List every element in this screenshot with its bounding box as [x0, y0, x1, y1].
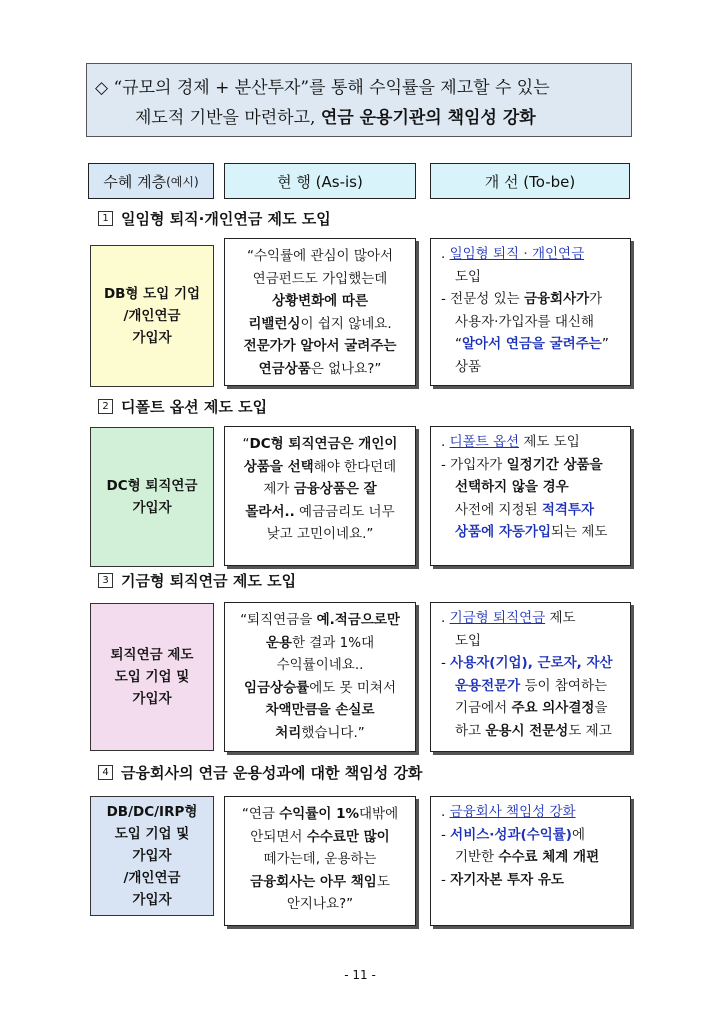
improvement-line [441, 499, 626, 522]
text-run: 낮고 고민이네요.” [266, 526, 374, 542]
header-beneficiary [88, 163, 214, 199]
quote-line [225, 478, 415, 501]
text-run: - [441, 655, 451, 671]
section-title: 일임형 퇴직·개인연금 제도 도입 [121, 210, 331, 228]
text-run: 금융회사는 아무 책임 [250, 873, 377, 890]
quote-line [225, 501, 415, 524]
text-run: 기금형 퇴직연금 [449, 610, 546, 626]
improvement-line [441, 720, 626, 743]
banner-line-1: ◇ “규모의 경제 + 분산투자”를 통해 수익률을 제고할 수 있는 [95, 78, 550, 98]
text-run: 운용전문가 [455, 677, 521, 694]
text-run: 서비스·성과(수익률) [450, 826, 572, 843]
text-run: “연금 [241, 806, 280, 822]
improvement-line [441, 243, 626, 266]
quote-line [225, 433, 415, 456]
improvement-line [441, 521, 626, 544]
section-number-box: 4 [98, 765, 113, 780]
as-is-quote-box-4 [224, 796, 416, 926]
text-run: ” [601, 336, 609, 352]
text-run: 수수료만 많이 [306, 828, 390, 845]
text-run: 수수료 체계 개편 [498, 849, 600, 865]
beneficiary-box-3 [90, 603, 214, 751]
as-is-quote-box-2 [224, 426, 416, 566]
to-be-box-4 [430, 796, 631, 926]
text-run: 리밸런싱 [248, 315, 301, 332]
section-title: 금융회사의 연금 운용성과에 대한 책임성 강화 [121, 764, 423, 782]
text-run: 상황변화에 따른 [272, 293, 368, 309]
quote-line [225, 871, 415, 894]
text-run: 사용자·가입자를 대신해 [455, 313, 594, 330]
text-run: 은 없나요?” [310, 360, 382, 377]
quote-line [225, 609, 415, 632]
text-run: DC형 퇴직연금은 개인이 [249, 436, 398, 452]
beneficiary-text [107, 801, 198, 911]
text-run: “ [242, 436, 250, 452]
header-as-is: 현 행 (As-is) [224, 163, 416, 199]
section-number-box: 1 [98, 211, 113, 226]
improvement-line [441, 697, 626, 720]
improvement-line [441, 630, 626, 653]
text-run: “수익률에 관심이 많아서 [247, 248, 393, 264]
improvement-line [441, 266, 626, 289]
text-run: 도 제고 [568, 722, 612, 739]
text-run: 제도 [545, 610, 576, 626]
quote-line [225, 677, 415, 700]
section-heading-4 [98, 762, 422, 783]
beneficiary-text [104, 283, 200, 349]
text-run: 가 [589, 291, 603, 307]
quote-line [225, 632, 415, 655]
text-run: 되는 제도 [551, 524, 608, 540]
text-run: 상품에 자동가입 [455, 524, 551, 540]
text-run: 떼가는데, 운용하는 [263, 851, 377, 867]
text-run: 연금펀드도 가입했는데 [252, 270, 388, 287]
banner-line-2-bold: 연금 운용기관의 책임성 강화 [320, 108, 536, 128]
improvement-line [441, 846, 626, 869]
improvement-line [441, 454, 626, 477]
beneficiary-box-1 [90, 245, 214, 387]
text-run: 했습니다.” [301, 724, 365, 741]
quote-line [225, 290, 415, 313]
improvement-line [441, 356, 626, 379]
text-run: 디폴트 옵션 [449, 434, 520, 450]
text-run: 등이 참여하는 [520, 677, 608, 694]
text-run: - [441, 871, 451, 888]
text-run: 수익률이 1% [279, 806, 360, 822]
beneficiary-line: DC형 퇴직연금 [106, 478, 198, 494]
text-run: 일임형 퇴직 · 개인연금 [449, 246, 585, 262]
improvement-line [441, 311, 626, 334]
quote-line [225, 803, 415, 826]
quote-line [225, 699, 415, 722]
quote-line [225, 826, 415, 849]
text-run: - 가입자가 [441, 456, 507, 473]
header-beneficiary-note: (예시) [166, 174, 199, 189]
improvement-line [441, 333, 626, 356]
text-run: 운용 [265, 634, 292, 651]
quote-line [225, 245, 415, 268]
section-title: 기금형 퇴직연금 제도 도입 [121, 572, 297, 590]
to-be-box-1 [430, 238, 631, 386]
improvement-line [441, 824, 626, 847]
text-run: 한 결과 1%대 [291, 634, 375, 651]
as-is-quote-box-3 [224, 602, 416, 752]
section-heading-3 [98, 570, 296, 591]
text-run: 사용자(기업), 근로자, 자산 [450, 655, 613, 671]
improvement-line [441, 288, 626, 311]
improvement-line [441, 675, 626, 698]
text-run: 일정기간 상품을 [506, 456, 603, 473]
beneficiary-line: 가입자 [132, 330, 172, 346]
improvement-line [441, 869, 626, 892]
text-run: 하고 [455, 722, 486, 739]
text-run: 안지나요?” [286, 896, 354, 912]
text-run: 예금금리도 너무 [294, 503, 395, 520]
section-heading-2 [98, 396, 267, 417]
text-run: 사전에 지정된 [455, 501, 542, 518]
to-be-box-3 [430, 602, 631, 752]
section-title: 디폴트 옵션 제도 도입 [121, 398, 268, 416]
text-run: 전문가가 알아서 굴려주는 [243, 338, 397, 354]
text-run: 수익률이네요.. [276, 657, 364, 673]
text-run: 안되면서 [250, 828, 307, 845]
text-run: 이 쉽지 않네요. [300, 315, 392, 332]
beneficiary-line: 도입 기업 및 [114, 669, 190, 685]
banner-line-2 [95, 103, 631, 133]
text-run: 처리 [275, 724, 302, 741]
text-run: “퇴직연금을 [240, 612, 317, 628]
banner-line-2-text: 제도적 기반을 마련하고, [135, 108, 321, 128]
text-run: “ [455, 336, 462, 352]
text-run: 차액만큼을 손실로 [265, 702, 375, 718]
improvement-line [441, 431, 626, 454]
as-is-quote-box-1 [224, 238, 416, 386]
text-run: 대밖에 [359, 806, 399, 822]
text-run: 도입 [455, 268, 482, 285]
text-run: 적격투자 [541, 501, 595, 518]
beneficiary-line: /개인연금 [123, 870, 181, 886]
beneficiary-line: DB/DC/IRP형 [106, 804, 198, 820]
beneficiary-text [111, 644, 194, 710]
text-run: 금융상품은 잘 [293, 481, 377, 497]
quote-line [225, 313, 415, 336]
improvement-line [441, 652, 626, 675]
quote-line [225, 893, 415, 916]
summary-banner [86, 63, 632, 137]
text-run: 도 [376, 873, 390, 890]
text-run: - [441, 826, 451, 843]
text-run: - 전문성 있는 [441, 291, 524, 307]
quote-line [225, 456, 415, 479]
section-heading-1 [98, 208, 331, 229]
beneficiary-line: 퇴직연금 제도 [110, 647, 194, 663]
text-run: 을 [594, 700, 608, 716]
section-number-box: 3 [98, 573, 113, 588]
text-run: 운용시 전문성 [485, 722, 569, 739]
quote-line [225, 523, 415, 546]
text-run: . [441, 610, 450, 626]
text-run: 에 [571, 826, 586, 843]
quote-line [225, 848, 415, 871]
text-run: 예.적금으로만 [316, 612, 400, 628]
text-run: . [441, 804, 450, 820]
text-run: 해야 한다던데 [313, 458, 397, 475]
beneficiary-line: 도입 기업 및 [114, 826, 190, 842]
beneficiary-line: 가입자 [132, 848, 172, 864]
text-run: 주요 의사결정 [511, 700, 595, 716]
beneficiary-line: DB형 도입 기업 [103, 286, 201, 302]
beneficiary-box-2 [90, 427, 214, 567]
text-run: 임금상승률 [243, 679, 310, 696]
quote-line [225, 358, 415, 381]
text-run: . [441, 246, 450, 262]
improvement-line [441, 607, 626, 630]
text-run: . [441, 434, 450, 450]
text-run: 상품 [455, 358, 482, 375]
beneficiary-text [106, 475, 197, 519]
quote-line [225, 335, 415, 358]
beneficiary-line: /개인연금 [123, 308, 181, 324]
text-run: 제가 [263, 481, 294, 497]
improvement-line [441, 801, 626, 824]
text-run: 선택하지 않을 경우 [455, 479, 569, 495]
beneficiary-box-4 [90, 796, 214, 916]
text-run: 몰라서.. [245, 503, 295, 520]
text-run: 도입 [455, 632, 482, 649]
quote-line [225, 654, 415, 677]
text-run: 기반한 [455, 849, 499, 865]
beneficiary-line: 가입자 [132, 691, 172, 707]
text-run: 금융회사가 [523, 291, 590, 307]
quote-line [225, 268, 415, 291]
improvement-line [441, 476, 626, 499]
text-run: 알아서 연금을 굴려주는 [462, 336, 602, 352]
page-number: - 11 - [344, 968, 376, 982]
text-run: 제도 도입 [519, 434, 580, 450]
header-to-be: 개 선 (To-be) [430, 163, 630, 199]
header-beneficiary-label: 수혜 계층 [103, 172, 167, 191]
text-run: 에도 못 미쳐서 [309, 679, 397, 696]
quote-line [225, 722, 415, 745]
beneficiary-line: 가입자 [132, 892, 172, 908]
to-be-box-2 [430, 426, 631, 566]
text-run: 연금상품 [258, 360, 311, 377]
text-run: 자기자본 투자 유도 [450, 871, 564, 888]
beneficiary-line: 가입자 [132, 500, 172, 516]
text-run: 상품을 선택 [243, 458, 314, 475]
section-number-box: 2 [98, 399, 113, 414]
text-run: 기금에서 [455, 700, 512, 716]
text-run: 금융회사 책임성 강화 [449, 804, 576, 820]
